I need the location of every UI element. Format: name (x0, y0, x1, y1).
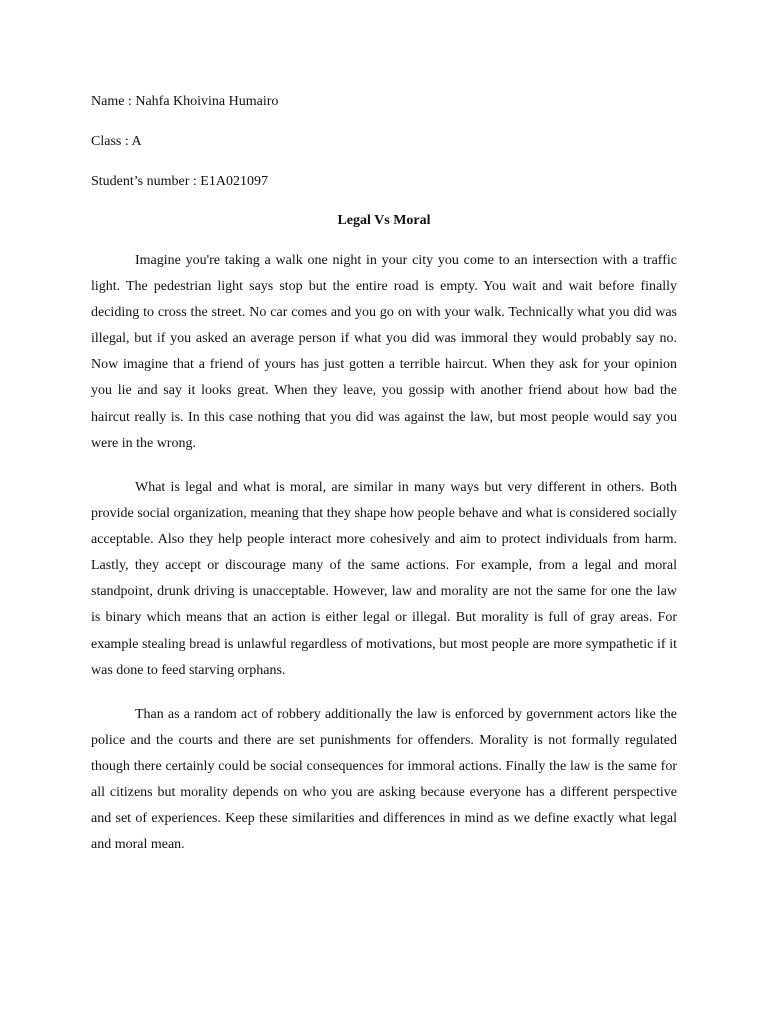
class-value: A (131, 134, 142, 149)
paragraph: Than as a random act of robbery additionally the law is enforced by government actors like the police and the courts and there are set punishments for offenders. Morality is not formally regulated though there certainly could be social consequences for immoral actions. Finally the law is the same for all citizens but morality depends on who you are asking because everyone has a different perspective and set of experiences. Keep these similarities and differences in mind as we define exactly what legal and moral mean. (91, 707, 677, 853)
paragraph: Imagine you're taking a walk one night in your city you come to an intersection with a traffic light. The pedestrian light says stop but the entire road is empty. You wait and wait before finally deciding to cross the street. No car comes and you go on with your walk. Technically what you did was illegal, but if you asked an average person if what you did was immoral they would probably say no. Now imagine that a friend of yours has just gotten a terrible haircut. When they ask for your opinion you lie and say it looks great. When they leave, you gossip with another friend about how bad the haircut really is. In this case nothing that you did was against the law, but most people would say you were in the wrong. (91, 253, 677, 451)
number-label: Student’s number : (91, 174, 197, 189)
name-label: Name : (91, 94, 132, 109)
document-title: Legal Vs Moral (337, 213, 431, 228)
paragraph: What is legal and what is moral, are similar in many ways but very different in others. Both provide social organization, meaning that they shape how people behave and what is considered socially acceptable. Also they help people interact more cohesively and aim to protect individuals from harm. Lastly, they accept or discourage many of the same actions. For example, from a legal and moral standpoint, drunk driving is unacceptable. However, law and morality are not the same for one the law is binary which means that an action is either legal or illegal. But morality is full of gray areas. For example stealing bread is unlawful regardless of motivations, but most people are more sympathetic if it was done to feed starving orphans. (91, 480, 677, 678)
class-label: Class : (91, 134, 129, 149)
class-line (91, 133, 142, 151)
student-name: Nahfa Khoivina Humairo (135, 94, 279, 109)
student-number-line (91, 173, 268, 191)
student-name-line (91, 93, 278, 111)
student-number: E1A021097 (200, 174, 268, 189)
